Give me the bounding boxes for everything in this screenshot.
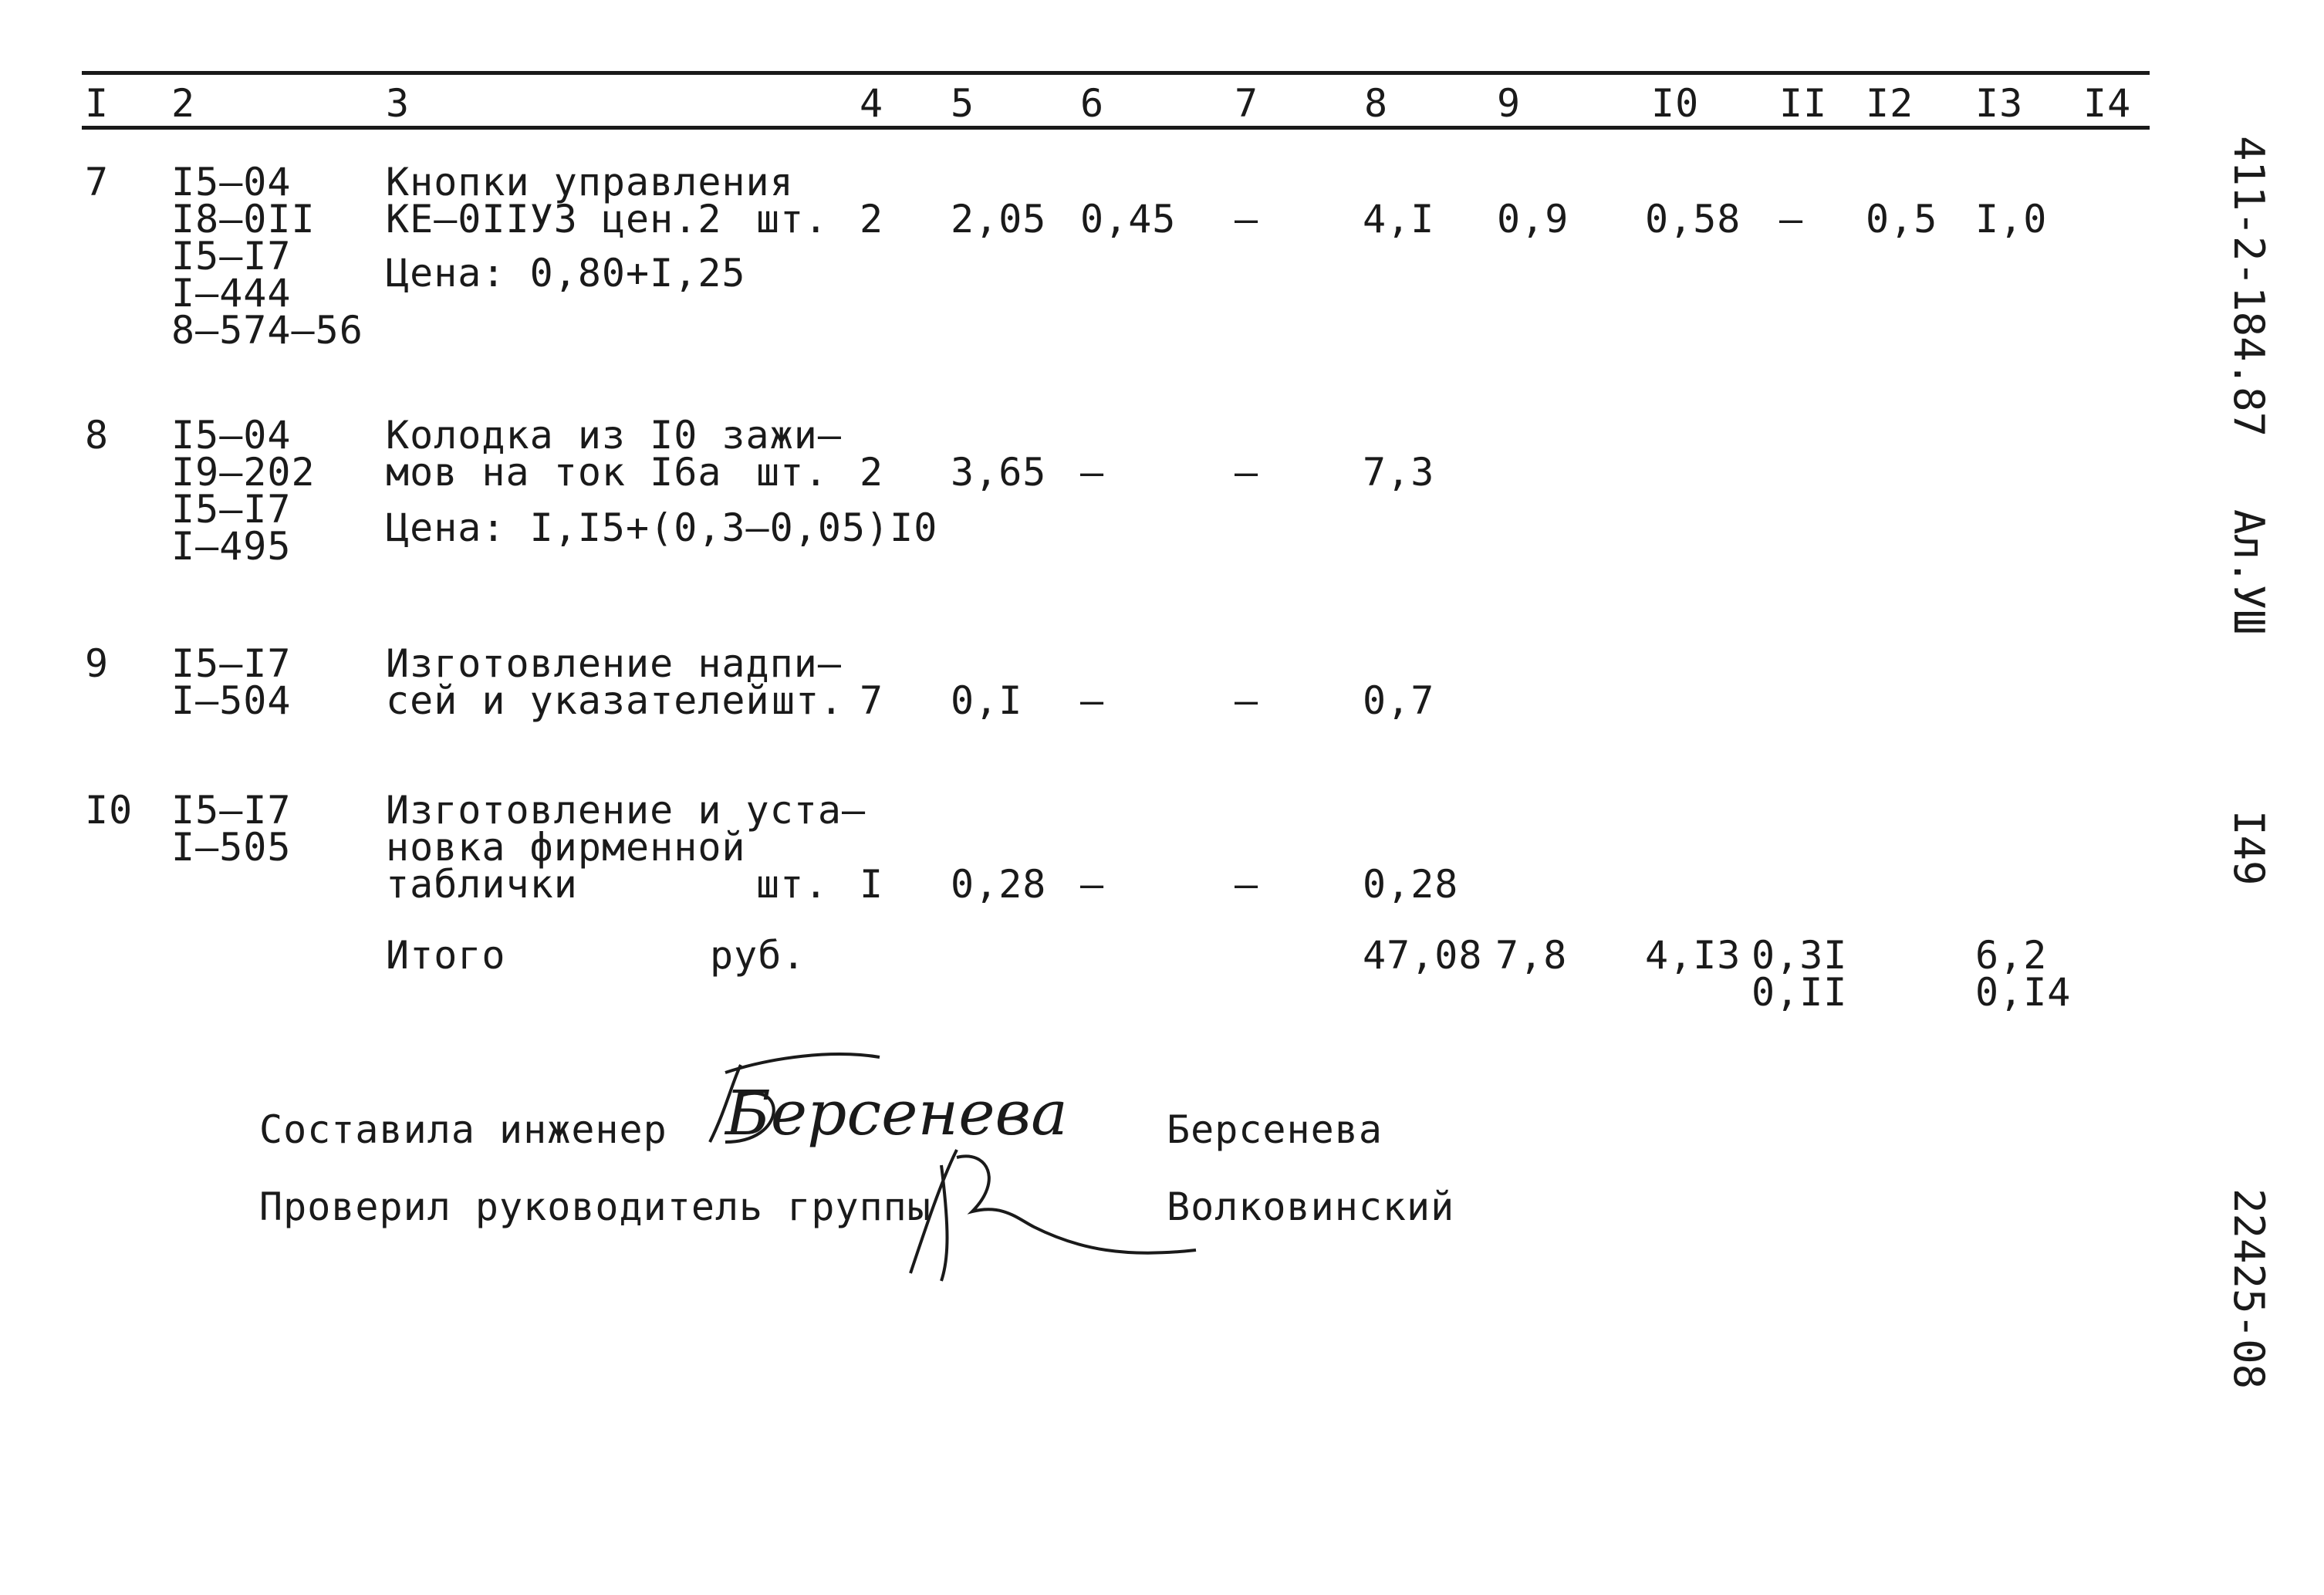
cell-value: 3,65 [951,450,1047,495]
cell-value: 0,28 [1363,862,1459,907]
total-value: 0,I4 [1975,970,2072,1015]
col-header: II [1779,81,1828,126]
row-code: I9–202 [171,450,316,495]
row-code: I–444 [171,271,292,316]
col-header: I4 [2083,81,2132,126]
total-unit: руб. [710,933,806,978]
col-header: 6 [1080,81,1105,126]
row-code: I–495 [171,524,292,569]
cell-value: 0,45 [1080,197,1177,242]
margin-doc-code: 411-2-184.87 [2224,136,2273,438]
composed-signature-text: Берсенева [725,1077,1068,1149]
cell-quantity: I [860,862,884,907]
row-unit: шт. [756,862,829,907]
checked-by-name: Волковинский [1167,1184,1455,1229]
row-description: мов на ток I6а [386,450,722,495]
margin-album: Ал.УШ [2224,509,2273,635]
checked-by-label: Проверил руководитель группы [259,1184,931,1229]
checked-signature [895,1134,1204,1289]
cell-value: 4,I [1363,197,1435,242]
row-description: Колодка из I0 зажи– [386,413,842,458]
row-code: I5–04 [171,413,292,458]
margin-page-number: I49 [2224,810,2273,886]
total-value: 0,3I [1751,933,1848,978]
cell-value: – [1235,862,1259,907]
col-header: 3 [386,81,410,126]
total-value: 4,I3 [1645,933,1741,978]
row-code: I8–0II [171,197,316,242]
col-header: 8 [1364,81,1389,126]
col-header: I [85,81,110,126]
row-description: таблички [386,862,578,907]
cell-value: – [1080,450,1105,495]
row-number: I0 [85,788,133,833]
total-value: 47,08 [1363,933,1483,978]
row-code: I5–I7 [171,234,292,279]
cell-value: 0,I [951,678,1023,723]
total-value: 7,8 [1495,933,1568,978]
row-code: 8–574–56 [171,308,363,353]
cell-value: 0,28 [951,862,1047,907]
cell-value: – [1080,678,1105,723]
row-unit: шт. [756,450,829,495]
cell-value: I,0 [1975,197,2048,242]
composed-by-label: Составила инженер [259,1107,667,1152]
col-header: I0 [1651,81,1700,126]
row-price-note: Цена: 0,80+I,25 [386,251,746,296]
row-unit: шт. [772,678,844,723]
cell-value: 0,9 [1497,197,1569,242]
cell-value: – [1235,450,1259,495]
cell-value: – [1235,197,1259,242]
cell-value: 0,58 [1645,197,1741,242]
cell-value: – [1235,678,1259,723]
row-unit: шт. [756,197,829,242]
row-number: 9 [85,641,110,686]
total-value: 0,II [1751,970,1848,1015]
table-header-rule [82,126,2150,130]
cell-value: 0,7 [1363,678,1435,723]
row-description: сей и указателей [386,678,770,723]
row-price-note: Цена: I,I5+(0,3–0,05)I0 [386,505,938,550]
cell-value: – [1080,862,1105,907]
total-label: Итого [386,933,506,978]
col-header: 4 [860,81,884,126]
col-header: 5 [951,81,975,126]
row-code: I5–I7 [171,641,292,686]
row-code: I–505 [171,825,292,870]
row-code: I5–I7 [171,487,292,532]
cell-quantity: 7 [860,678,884,723]
col-header: 7 [1235,81,1259,126]
cell-value: 2,05 [951,197,1047,242]
row-code: I–504 [171,678,292,723]
col-header: I3 [1975,81,2024,126]
row-number: 8 [85,413,110,458]
table-top-rule [82,71,2150,75]
col-header: I2 [1866,81,1914,126]
margin-order-number: 22425-08 [2224,1188,2273,1390]
cell-value: 7,3 [1363,450,1435,495]
composed-by-name: Берсенева [1167,1107,1383,1152]
row-description: КЕ–0IIУЗ цен.2 [386,197,722,242]
row-description: Изготовление надпи– [386,641,842,686]
cell-quantity: 2 [860,450,884,495]
cell-value: – [1779,197,1804,242]
cell-quantity: 2 [860,197,884,242]
row-description: новка фирменной [386,825,746,870]
row-description: Кнопки управления [386,160,794,204]
col-header: 2 [171,81,196,126]
total-value: 6,2 [1975,933,2048,978]
row-description: Изготовление и уста– [386,788,866,833]
col-header: 9 [1497,81,1522,126]
row-number: 7 [85,160,110,204]
cell-value: 0,5 [1866,197,1938,242]
row-code: I5–04 [171,160,292,204]
row-code: I5–I7 [171,788,292,833]
